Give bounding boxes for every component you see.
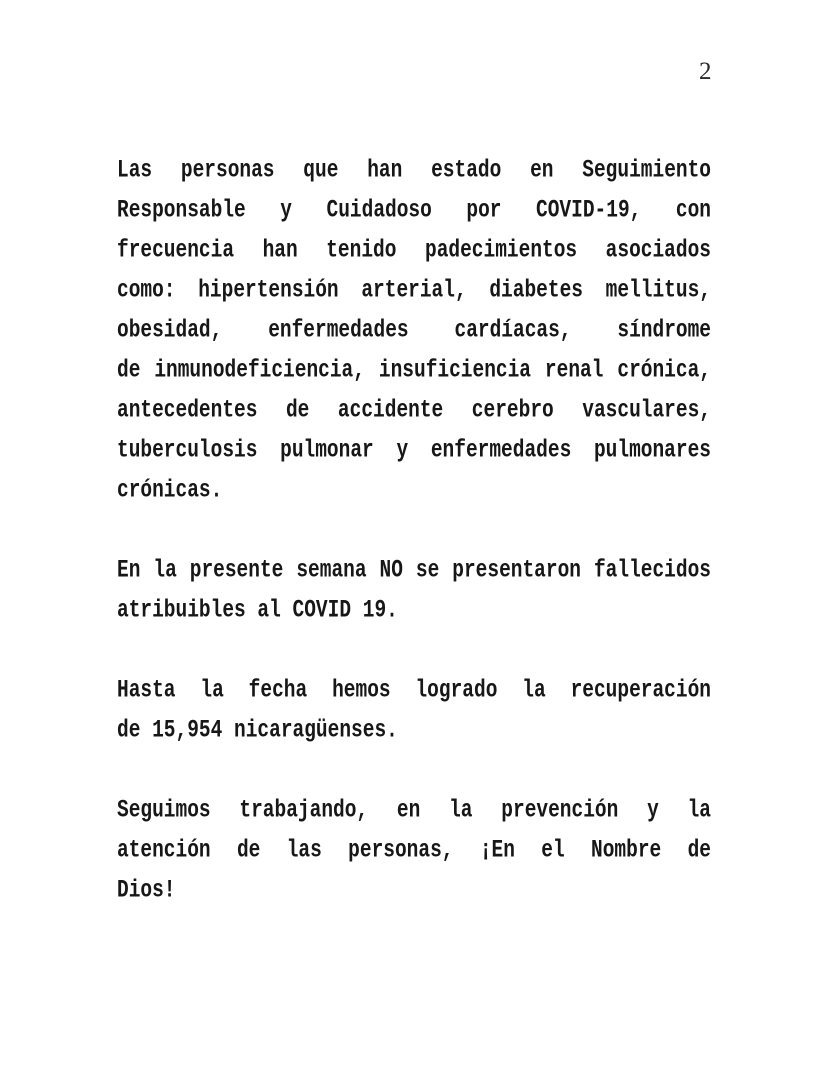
text-line: atención de las personas, ¡En el Nombre de [117,836,711,864]
paragraph [117,150,711,510]
text-line: Seguimos trabajando, en la prevención y la [117,796,711,824]
text-line: Hasta la fecha hemos logrado la recuperación [117,676,711,704]
text-line: de 15,954 nicaragüenses. [117,716,398,744]
paragraph [117,550,711,630]
text-line: frecuencia han tenido padecimientos asociados [117,236,711,264]
text-line: antecedentes de accidente cerebro vasculares, [117,396,711,424]
text-line: Responsable y Cuidadoso por COVID-19, con [117,196,711,224]
text-line: obesidad, enfermedades cardíacas, síndrome [117,316,711,344]
paragraph [117,670,711,750]
text-line: En la presente semana NO se presentaron fallecidos [117,556,711,584]
page-number: 2 [699,58,712,85]
text-line: atribuibles al COVID 19. [117,596,398,624]
text-line: crónicas. [117,476,223,504]
text-line: de inmunodeficiencia, insuficiencia renal crónica, [117,356,711,384]
text-line: Dios! [117,876,176,904]
text-line: tuberculosis pulmonar y enfermedades pulmonares [117,436,711,464]
text-line: Las personas que han estado en Seguimiento [117,156,711,184]
paragraph [117,790,711,910]
text-line: como: hipertensión arterial, diabetes mellitus, [117,276,711,304]
body-text [117,150,711,950]
